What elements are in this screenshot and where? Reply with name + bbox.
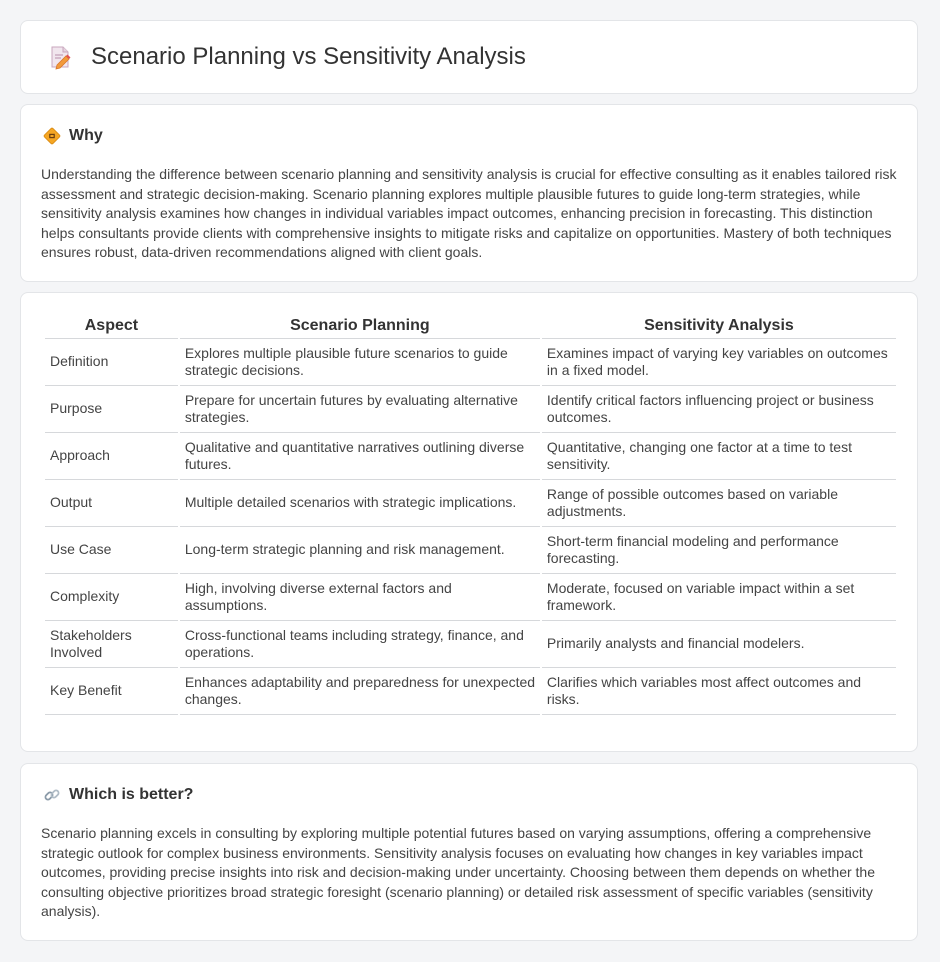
- sensitivity-cell: Quantitative, changing one factor at a time to test sensitivity.: [542, 433, 896, 480]
- header-card: [20, 20, 918, 94]
- aspect-cell: Definition: [45, 339, 178, 386]
- sensitivity-cell: Short-term financial modeling and performance forecasting.: [542, 527, 896, 574]
- table-row: [45, 527, 896, 574]
- scenario-cell: Explores multiple plausible future scenarios to guide strategic decisions.: [180, 339, 540, 386]
- aspect-cell: Purpose: [45, 386, 178, 433]
- table-row: [45, 621, 896, 668]
- better-text: Scenario planning excels in consulting by exploring multiple potential futures based on varying assumptions, offering a comprehensive strategic outlook for complex business environments. Sensitivity analysis focuses on evaluating how changes in key variables impact outcomes, providing precise insights into risk and decision-making under uncertainty. Choosing between them depends on whether the consulting objective prioritizes broad strategic foresight (scenario planning) or detailed risk assessment of specific variables (sensitivity analysis).: [41, 825, 875, 920]
- scenario-cell: Cross-functional teams including strategy, finance, and operations.: [180, 621, 540, 668]
- sensitivity-cell: Examines impact of varying key variables on outcomes in a fixed model.: [542, 339, 896, 386]
- scenario-cell: High, involving diverse external factors and assumptions.: [180, 574, 540, 621]
- comparison-card: [20, 292, 918, 752]
- table-row: [45, 339, 896, 386]
- aspect-cell: Use Case: [45, 527, 178, 574]
- document-pen-icon: [47, 44, 73, 70]
- aspect-cell: Approach: [45, 433, 178, 480]
- table-row: [45, 433, 896, 480]
- aspect-cell: Complexity: [45, 574, 178, 621]
- why-title: Why: [69, 127, 103, 144]
- header-scenario-planning: Scenario Planning: [180, 315, 540, 339]
- link-icon: [43, 786, 61, 804]
- aspect-cell: Stakeholders Involved: [45, 621, 178, 668]
- aspect-cell: Key Benefit: [45, 668, 178, 715]
- page-title: Scenario Planning vs Sensitivity Analysis: [91, 43, 526, 70]
- header-aspect: Aspect: [45, 315, 178, 339]
- scenario-cell: Qualitative and quantitative narratives outlining diverse futures.: [180, 433, 540, 480]
- sensitivity-cell: Range of possible outcomes based on variable adjustments.: [542, 480, 896, 527]
- table-row: [45, 574, 896, 621]
- why-text: Understanding the difference between scenario planning and sensitivity analysis is crucial for effective consulting as it enables tailored risk assessment and strategic decision-making. Scenario planning explores multiple plausible futures to guide long-term strategies, while sensitivity analysis examines how changes in individual variables impact outcomes, enhancing precision in forecasting. This distinction helps consultants provide clients with comprehensive insights to mitigate risks and capitalize on opportunities. Mastery of both techniques ensures robust, data-driven recommendations aligned with client goals.: [41, 166, 897, 261]
- sensitivity-cell: Clarifies which variables most affect outcomes and risks.: [542, 668, 896, 715]
- table-row: [45, 480, 896, 527]
- aspect-cell: Output: [45, 480, 178, 527]
- sensitivity-cell: Primarily analysts and financial modelers.: [542, 621, 896, 668]
- diamond-sign-icon: [43, 127, 61, 145]
- header-sensitivity-analysis: Sensitivity Analysis: [542, 315, 896, 339]
- scenario-cell: Multiple detailed scenarios with strategic implications.: [180, 480, 540, 527]
- which-is-better-section: [20, 763, 918, 941]
- scenario-cell: Enhances adaptability and preparedness for unexpected changes.: [180, 668, 540, 715]
- why-section: [20, 104, 918, 282]
- table-header-row: [45, 315, 896, 339]
- table-row: [45, 668, 896, 715]
- sensitivity-cell: Moderate, focused on variable impact within a set framework.: [542, 574, 896, 621]
- table-row: [45, 386, 896, 433]
- better-title: Which is better?: [69, 786, 194, 803]
- sensitivity-cell: Identify critical factors influencing project or business outcomes.: [542, 386, 896, 433]
- comparison-table: [43, 315, 898, 715]
- scenario-cell: Prepare for uncertain futures by evaluating alternative strategies.: [180, 386, 540, 433]
- scenario-cell: Long-term strategic planning and risk management.: [180, 527, 540, 574]
